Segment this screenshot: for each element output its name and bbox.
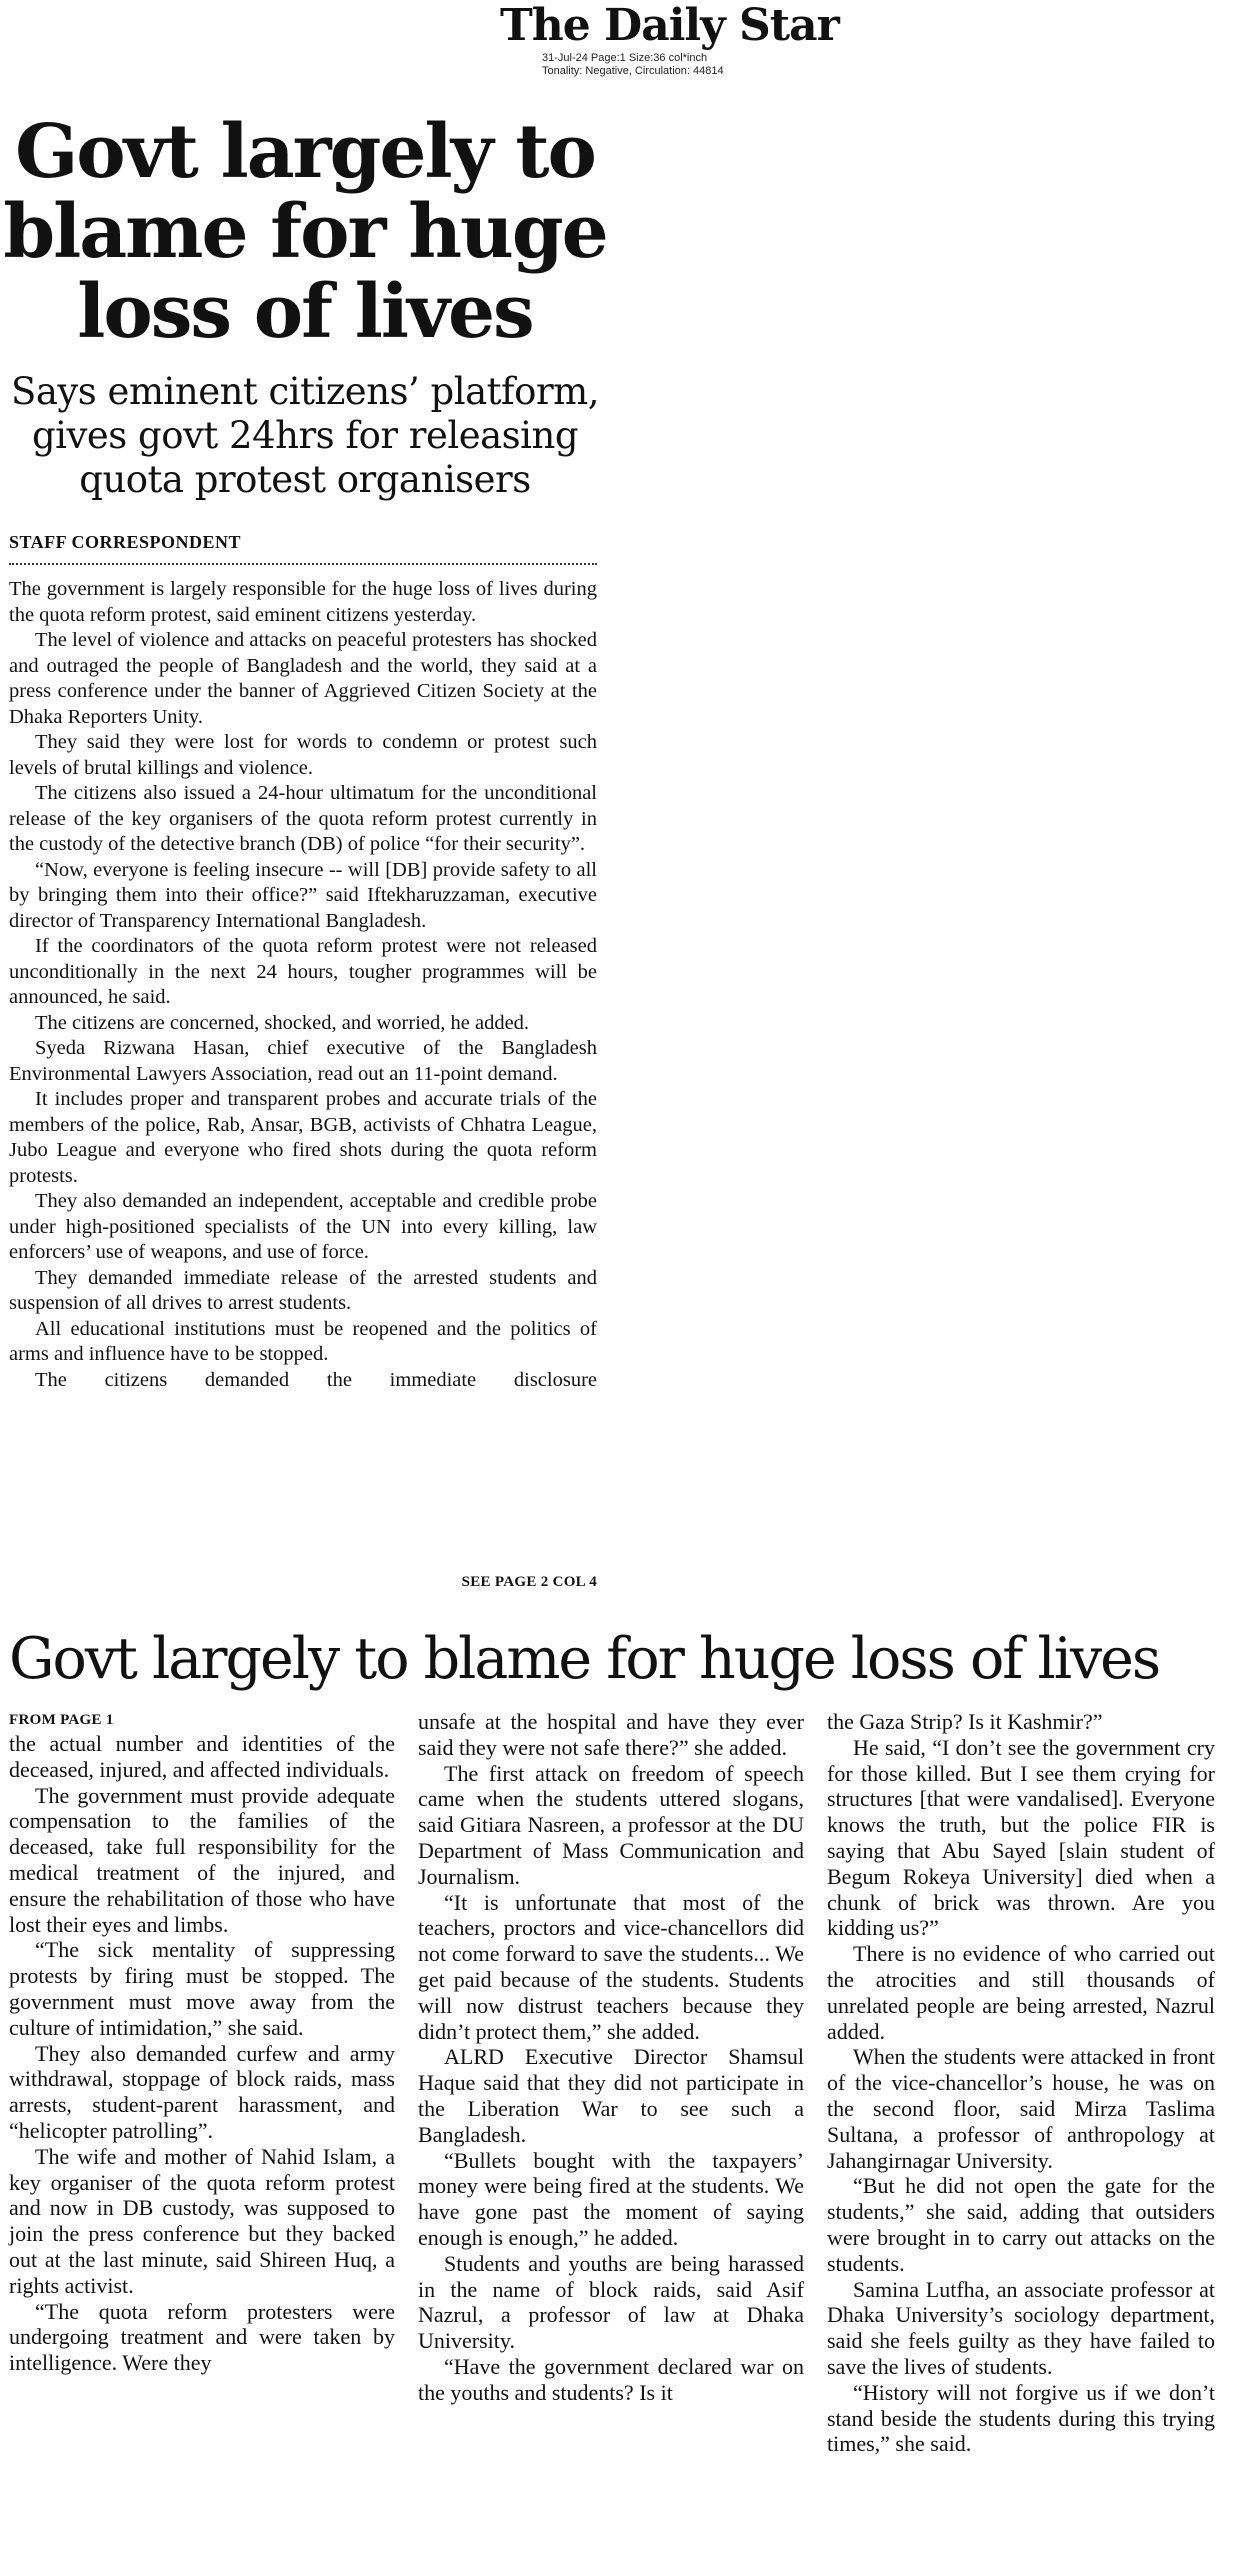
story-paragraph: “The sick mentality of suppressing protests by firing must be stopped. The government must move away from the culture of intimidation,” she said. <box>9 1937 395 2040</box>
front-story-body <box>9 577 597 1393</box>
masthead <box>500 0 839 78</box>
story-paragraph: The government is largely responsible for the huge loss of lives during the quota reform protest, said eminent citizens yesterday. <box>9 578 597 626</box>
front-headline: Govt largely to blame for huge loss of lives <box>3 109 607 355</box>
story-paragraph: The citizens are concerned, shocked, and worried, he added. <box>35 1011 530 1034</box>
continuation-headline: Govt largely to blame for huge loss of lives <box>9 1626 1160 1692</box>
front-subhead: Says eminent citizens’ platform, gives govt 24hrs for releasing quota protest organisers <box>11 370 599 501</box>
story-paragraph: When the students were attacked in front of the vice-chancellor’s house, he was on the second floor, said Mirza Taslima Sultana, a professor of anthropology at Jahangirnagar University. <box>827 2044 1215 2173</box>
story-paragraph: “The quota reform protesters were undergoing treatment and were taken by intelligence. Were they <box>9 2298 395 2376</box>
story-paragraph: ALRD Executive Director Shamsul Haque said that they did not participate in the Liberation War to see such a Bangladesh. <box>418 2044 804 2147</box>
story-paragraph: the Gaza Strip? Is it Kashmir?” <box>827 1709 1103 1734</box>
jump-label: SEE PAGE 2 COL 4 <box>461 1574 597 1590</box>
clipping-meta-line: 31-Jul-24 Page:1 Size:36 col*inch <box>542 52 708 64</box>
story-paragraph: The citizens demanded the immediate disclosure <box>35 1368 597 1391</box>
story-paragraph: unsafe at the hospital and have they ever said they were not safe there?” she added. <box>418 1709 804 1760</box>
continuation-column-2 <box>418 1709 804 2406</box>
story-paragraph: The wife and mother of Nahid Islam, a key organiser of the quota reform protest and now in DB custody, was supposed to join the press conference but they backed out at the last minute, said Shireen Huq, a rights activist. <box>9 2143 395 2298</box>
story-paragraph: The first attack on freedom of speech came when the students uttered slogans, said Gitiara Nasreen, a professor at the DU Department of Mass Communication and Journalism. <box>418 1760 804 1889</box>
story-paragraph: All educational institutions must be reopened and the politics of arms and influence have to be stopped. <box>9 1317 597 1365</box>
story-paragraph: “But he did not open the gate for the students,” she said, adding that outsiders were brought in to carry out attacks on the students. <box>827 2173 1215 2276</box>
clipping-meta-line: Tonality: Negative, Circulation: 44814 <box>542 65 724 77</box>
story-paragraph: If the coordinators of the quota reform protest were not released unconditionally in the next 24 hours, tougher programmes will be announced, he said. <box>9 935 597 1008</box>
story-paragraph: It includes proper and transparent probes and accurate trials of the members of the police, Rab, Ansar, BGB, activists of Chhatra League, Jubo League and everyone who fired shots during the quota reform protests. <box>9 1088 597 1187</box>
story-paragraph: They said they were lost for words to condemn or protest such levels of brutal killings and violence. <box>9 731 597 779</box>
continuation-column-3 <box>827 1709 1215 2457</box>
story-paragraph: “Bullets bought with the taxpayers’ money were being fired at the students. We have gone past the moment of saying enough is enough,” he added. <box>418 2147 804 2250</box>
story-paragraph: Syeda Rizwana Hasan, chief executive of the Bangladesh Environmental Lawyers Association, read out an 11-point demand. <box>9 1037 597 1085</box>
story-paragraph: The level of violence and attacks on peaceful protesters has shocked and outraged the people of Bangladesh and the world, they said at a press conference under the banner of Aggrieved Citizen Society at the Dhaka Reporters Unity. <box>9 629 597 728</box>
story-paragraph: There is no evidence of who carried out the atrocities and still thousands of unrelated people are being arrested, Nazrul added. <box>827 1941 1215 2044</box>
story-paragraph: “Have the government declared war on the youths and students? Is it <box>418 2353 804 2405</box>
dotted-divider <box>9 563 597 565</box>
story-paragraph: “History will not forgive us if we don’t stand beside the students during this trying times,” she said. <box>827 2379 1215 2457</box>
story-paragraph: The government must provide adequate compensation to the families of the deceased, take full responsibility for the medical treatment of the injured, and ensure the rehabilitation of those who have lost their eyes and limbs. <box>9 1782 395 1937</box>
byline: STAFF CORRESPONDENT <box>9 532 242 552</box>
story-paragraph: They demanded immediate release of the arrested students and suspension of all drives to arrest students. <box>9 1266 597 1314</box>
story-paragraph: “Now, everyone is feeling insecure -- will [DB] provide safety to all by bringing them into their office?” said Iftekharuzzaman, executive director of Transparency International Bangladesh. <box>9 858 597 932</box>
story-paragraph: He said, “I don’t see the government cry for those killed. But I see them crying for structures [that were vandalised]. Everyone knows the truth, but the police FIR is saying that Abu Sayed [slain student of Begum Rokeya University] died when a chunk of brick was thrown. Are you kidding us?” <box>827 1734 1215 1941</box>
newspaper-logo: The Daily Star <box>500 0 839 51</box>
story-paragraph: the actual number and identities of the deceased, injured, and affected individuals. <box>9 1731 395 1782</box>
from-page-label: FROM PAGE 1 <box>9 1712 114 1728</box>
story-paragraph: Students and youths are being harassed in the name of block raids, said Asif Nazrul, a professor of law at Dhaka University. <box>418 2250 804 2354</box>
story-paragraph: Samina Lutfha, an associate professor at Dhaka University’s sociology department, said she feels guilty as they have failed to save the lives of students. <box>827 2276 1215 2379</box>
continuation-column-1 <box>9 1731 395 2376</box>
story-paragraph: “It is unfortunate that most of the teachers, proctors and vice-chancellors did not come forward to save the students... We get paid because of the students. Students will now distrust teachers because they didn’t protect them,” she added. <box>418 1889 804 2044</box>
story-paragraph: They also demanded an independent, acceptable and credible probe under high-positioned specialists of the UN into every killing, law enforcers’ use of weapons, and use of force. <box>9 1190 597 1263</box>
story-paragraph: They also demanded curfew and army withdrawal, stoppage of block raids, mass arrests, student-parent harassment, and “helicopter patrolling”. <box>9 2040 395 2143</box>
story-paragraph: The citizens also issued a 24-hour ultimatum for the unconditional release of the key organisers of the quota reform protest currently in the custody of the detective branch (DB) of police “for their security”. <box>9 782 597 855</box>
